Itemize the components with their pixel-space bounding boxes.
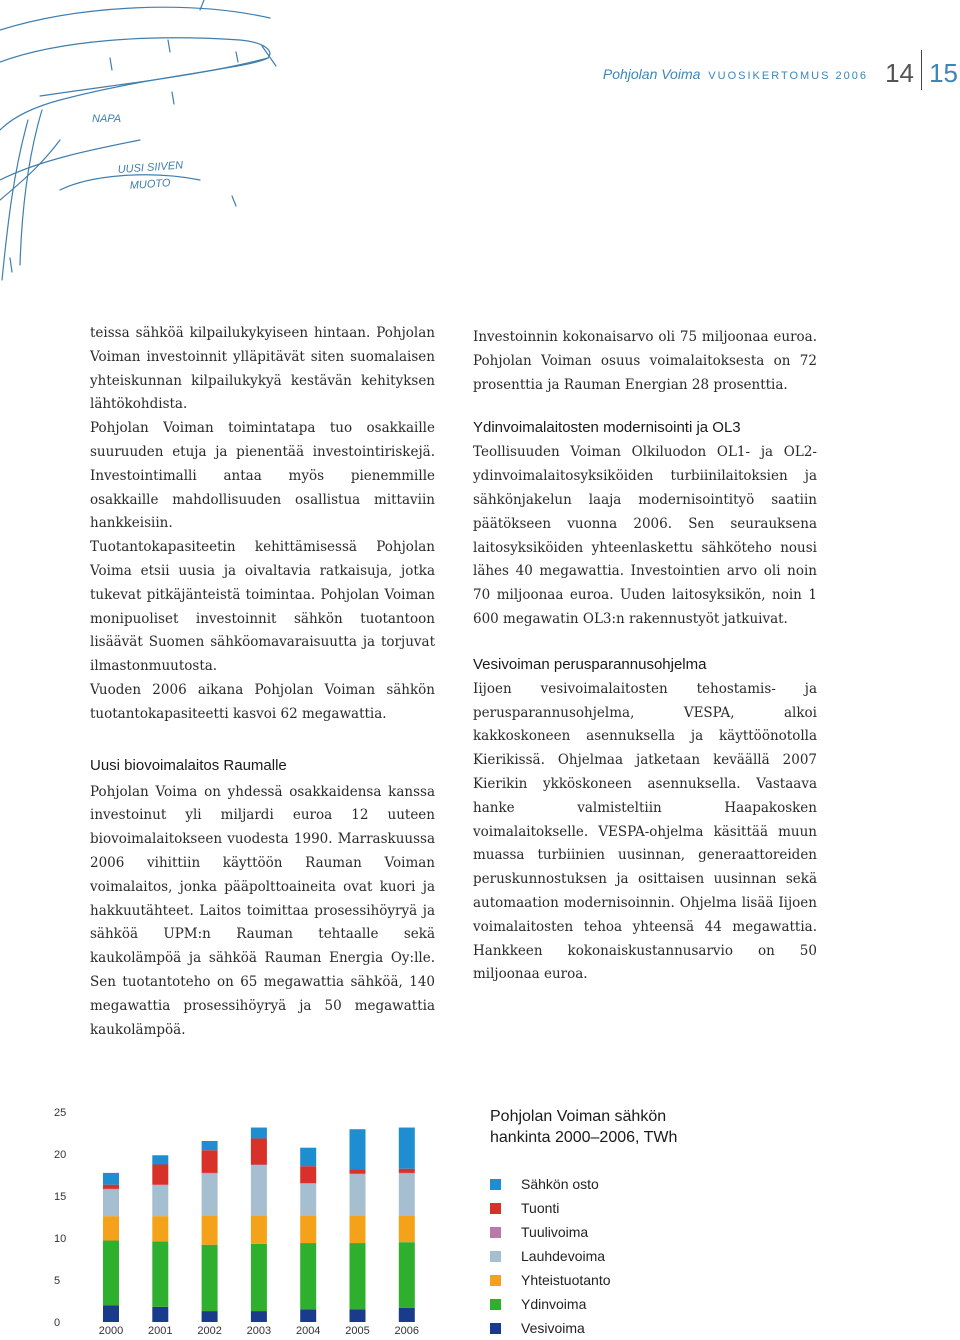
chart-title-line1: Pohjolan Voiman sähkön (490, 1108, 667, 1125)
legend-label: Vesivoima (521, 1320, 585, 1336)
x-axis-labels (99, 1325, 419, 1337)
page-number-left: 14 (885, 58, 914, 88)
bar-segment-2002-tuulivoima (202, 1173, 218, 1174)
x-tick-label: 2002 (197, 1325, 222, 1337)
y-tick-label: 10 (54, 1233, 67, 1245)
bar-segment-2006-sähkön-osto (399, 1128, 415, 1169)
chart-bars (103, 1128, 415, 1322)
bar-segment-2005-vesivoima (350, 1309, 366, 1322)
bar-segment-2006-ydinvoima (399, 1242, 415, 1308)
bar-segment-2000-tuulivoima (103, 1189, 119, 1190)
chart-title (490, 1106, 677, 1148)
legend-item (490, 1244, 611, 1268)
bar-segment-2000-vesivoima (103, 1305, 119, 1322)
bar-segment-2001-sähkön-osto (152, 1155, 168, 1164)
bar-segment-2000-tuonti (103, 1185, 119, 1189)
bar-segment-2003-yhteistuotanto (251, 1215, 267, 1244)
paragraph: Tuotantokapasiteetin kehittämisessä Pohjolan Voima etsii uusia ja oivaltavia ratkaisuja, jotka tukevat pitkäjänteistä toimintaa. Pohjolan Voiman monipuoliset investoinnit sähkön tuotantoon lisäävät Suomen sähköomavaraisuutta ja torjuvat ilmastonmuutosta. (90, 539, 435, 675)
bar-segment-2004-tuonti (300, 1166, 316, 1183)
y-tick-label: 25 (54, 1107, 67, 1119)
bar-segment-2004-tuulivoima (300, 1183, 316, 1184)
legend-swatch (490, 1323, 501, 1334)
bar-segment-2005-tuonti (350, 1170, 366, 1174)
section-heading-bio: Uusi biovoimalaitos Raumalle (90, 756, 287, 774)
bar-segment-2001-yhteistuotanto (152, 1216, 168, 1241)
bar-segment-2000-lauhdevoima (103, 1189, 119, 1216)
legend-label: Sähkön osto (521, 1176, 599, 1192)
x-tick-label: 2004 (295, 1325, 321, 1337)
bar-segment-2001-tuonti (152, 1165, 168, 1185)
y-tick-label: 5 (54, 1275, 61, 1287)
bar-segment-2006-tuonti (399, 1169, 415, 1173)
legend-item (490, 1292, 611, 1316)
legend-swatch (490, 1251, 501, 1262)
y-tick-label: 15 (54, 1191, 67, 1203)
bar-segment-2002-ydinvoima (202, 1245, 218, 1311)
paragraph: Iijoen vesivoimalaitosten tehostamis- ja perusparannusohjelma, VESPA, alkoi kakkoskoneen asennuksella ja käyttöönotolla Kierikissä. Ohjelmaa jatketaan keväällä 2007 Kierikin ykköskoneen asennuksella. Vastaava hanke valmisteltiin Haapakosken voimalaitokselle. VESPA-ohjelma käsittää muun muassa turbiinien uusinnan, generaattoreiden peruskunnostuksen ja osittaisen uusinnan sekä automaation modernisoinnin. Ohjelma lisää Iijoen voimalaitosten tehoa yhteensä 44 megawattia. Hankkeen kokonaiskustannusarvio on 50 miljoonaa euroa. (473, 680, 817, 983)
electricity-supply-chart (50, 1100, 480, 1340)
bar-segment-2002-lauhdevoima (202, 1173, 218, 1215)
paragraph: Pohjolan Voima on yhdessä osakkaidensa kanssa investoinut yli miljardi euroa 12 uuteen biovoimalaitokseen vuodesta 1990. Marraskuussa 2006 vihittiin käyttöön Rauman Voiman voimalaitos, jonka pääpolttoaineita ovat kuori ja hakkuutähteet. Laitos toimittaa prosessihöyryä ja sähköä UPM:n Rauman tehtaalle sekä kaukolämpöä ja sähköä Rauman Energia Oy:lle. Sen tuotantoteho on 65 megawattia sähköä, 140 megawattia prosessihöyryä ja 50 megawattia kaukolämpöä. (90, 783, 435, 1038)
bar-segment-2006-yhteistuotanto (399, 1215, 415, 1242)
bar-segment-2002-yhteistuotanto (202, 1215, 218, 1244)
legend-label: Yhteistuotanto (521, 1272, 611, 1288)
paragraph: Teollisuuden Voiman Olkiluodon OL1- ja OL2-ydinvoimalaitosyksiköiden turbiinilaitoksien ja sähkönjakelun laaja modernisointityö saatiin päätökseen vuonna 2006. Sen seurauksena laitosyksiköiden yhteenlaskettu sähköteho nousi lähes 40 megawattia. Investointien arvo oli noin 70 miljoonaa euroa. Uuden laitosyksikön, noin 1 600 megawatin OL3:n rakennustyöt jatkuivat. (473, 444, 817, 627)
paragraph: Vuoden 2006 aikana Pohjolan Voiman sähkön tuotantokapasiteetti kasvoi 62 megawattia. (90, 681, 435, 722)
legend-swatch (490, 1179, 501, 1190)
page-number-divider (921, 50, 922, 90)
report-title (603, 66, 868, 82)
legend-swatch (490, 1227, 501, 1238)
wing-sketch-illustration (0, 0, 300, 290)
chart-title-line2: hankinta 2000–2006, TWh (490, 1129, 678, 1146)
bar-segment-2000-yhteistuotanto (103, 1216, 119, 1240)
page-header (560, 58, 960, 90)
bar-segment-2002-vesivoima (202, 1311, 218, 1322)
bar-segment-2005-ydinvoima (350, 1243, 366, 1309)
bar-segment-2003-sähkön-osto (251, 1128, 267, 1139)
bar-segment-2004-vesivoima (300, 1309, 316, 1322)
page-number-right: 15 (929, 58, 958, 88)
paragraph: teissa sähköä kilpailukykyiseen hintaan. Pohjolan Voiman investoinnit ylläpitävät siten suomalaisen yhteiskunnan kilpailukykyä kestävän kehityksen lähtökohdista. (90, 325, 435, 413)
legend-swatch (490, 1299, 501, 1310)
left-text-column (90, 322, 435, 1042)
bar-segment-2000-ydinvoima (103, 1241, 119, 1306)
legend-label: Ydinvoima (521, 1296, 587, 1312)
sketch-label-line2: MUOTO (129, 177, 171, 192)
bar-segment-2001-tuulivoima (152, 1185, 168, 1186)
y-axis-ticks (54, 1107, 66, 1329)
bar-segment-2001-lauhdevoima (152, 1185, 168, 1216)
bar-segment-2003-ydinvoima (251, 1244, 267, 1311)
legend-item (490, 1268, 611, 1292)
bar-segment-2005-lauhdevoima (350, 1174, 366, 1215)
legend-item (490, 1316, 611, 1340)
bar-segment-2005-sähkön-osto (350, 1129, 366, 1169)
bar-segment-2004-lauhdevoima (300, 1183, 316, 1215)
bar-segment-2002-tuonti (202, 1150, 218, 1173)
legend-label: Tuonti (521, 1200, 560, 1216)
x-tick-label: 2000 (98, 1325, 124, 1337)
bar-segment-2006-vesivoima (399, 1308, 415, 1322)
section-heading-hydro: Vesivoiman perusparannusohjelma (473, 655, 707, 673)
paragraph: Investoinnin kokonaisarvo oli 75 miljoonaa euroa. Pohjolan Voiman osuus voimalaitoksesta on 72 prosenttia ja Rauman Energian 28 prosenttia. (473, 329, 817, 393)
y-tick-label: 20 (54, 1149, 67, 1161)
bar-segment-2003-tuonti (251, 1138, 267, 1164)
x-tick-label: 2003 (246, 1325, 272, 1337)
legend-swatch (490, 1203, 501, 1214)
legend-item (490, 1172, 611, 1196)
bar-segment-2003-vesivoima (251, 1311, 267, 1322)
y-tick-label: 0 (54, 1317, 61, 1329)
bar-segment-2006-tuulivoima (399, 1173, 415, 1174)
legend-item (490, 1196, 611, 1220)
x-tick-label: 2006 (394, 1325, 420, 1337)
bar-segment-2000-sähkön-osto (103, 1173, 119, 1185)
report-name: VUOSIKERTOMUS 2006 (708, 70, 868, 82)
sketch-label-line1: UUSI SIIVEN (117, 159, 184, 176)
bar-segment-2002-sähkön-osto (202, 1141, 218, 1150)
bar-segment-2001-ydinvoima (152, 1241, 168, 1307)
bar-segment-2004-sähkön-osto (300, 1148, 316, 1166)
bar-segment-2004-yhteistuotanto (300, 1215, 316, 1243)
legend-swatch (490, 1275, 501, 1286)
brand-name: Pohjolan Voima (602, 66, 701, 82)
bar-segment-2005-yhteistuotanto (350, 1215, 366, 1243)
bar-segment-2003-tuulivoima (251, 1165, 267, 1166)
bar-segment-2006-lauhdevoima (399, 1173, 415, 1215)
legend-item (490, 1220, 611, 1244)
bar-segment-2005-tuulivoima (350, 1174, 366, 1175)
section-heading-nuclear: Ydinvoimalaitosten modernisointi ja OL3 (473, 419, 741, 437)
legend-label: Lauhdevoima (521, 1248, 606, 1264)
sketch-label-napa: NAPA (92, 113, 122, 125)
legend-label: Tuulivoima (521, 1224, 589, 1240)
bar-segment-2004-ydinvoima (300, 1243, 316, 1309)
bar-segment-2001-vesivoima (152, 1307, 168, 1322)
x-tick-label: 2005 (345, 1325, 370, 1337)
bar-segment-2003-lauhdevoima (251, 1165, 267, 1215)
chart-legend (490, 1172, 611, 1340)
paragraph: Pohjolan Voiman toimintatapa tuo osakkaille suuruuden etuja ja pienentää investointiriskejä. Investointimalli antaa myös pienemmille osakkaille mahdollisuuden osallistua mittaviin hankkeisiin. (90, 420, 435, 532)
x-tick-label: 2001 (148, 1325, 173, 1337)
sketch-lines (0, 0, 276, 280)
right-text-column (473, 326, 817, 987)
